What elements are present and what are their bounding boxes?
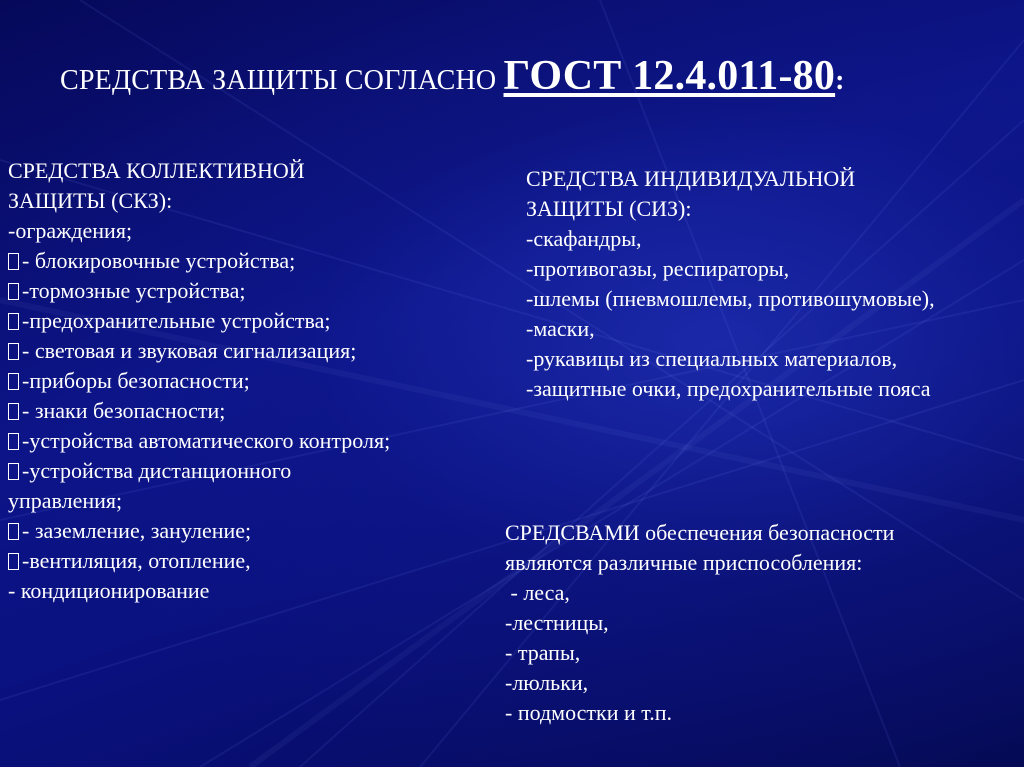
- collective-item: -устройства автоматического контроля;: [8, 426, 478, 456]
- individual-heading-line2: ЗАЩИТЫ (СИЗ):: [526, 196, 692, 221]
- gost-standard: ГОСТ 12.4.011-80: [503, 53, 836, 99]
- collective-item: -предохранительные устройства;: [8, 306, 478, 336]
- individual-item: -рукавицы из специальных материалов,: [526, 346, 898, 371]
- safety-means-item: - подмостки и т.п.: [505, 700, 672, 725]
- box-bullet-icon: [8, 343, 19, 360]
- collective-item: - заземление, зануление;: [8, 516, 478, 546]
- individual-heading-line1: СРЕДСТВА ИНДИВИДУАЛЬНОЙ: [526, 166, 856, 191]
- collective-item: - световая и звуковая сигнализация;: [8, 336, 478, 366]
- collective-heading-line1: СРЕДСТВА КОЛЛЕКТИВНОЙ: [8, 158, 305, 183]
- safety-means-list: [505, 518, 1005, 728]
- box-bullet-icon: [8, 373, 19, 390]
- safety-means-item: -люльки,: [505, 670, 589, 695]
- collective-item: - знаки безопасности;: [8, 396, 478, 426]
- individual-protection-list: [526, 164, 1016, 404]
- individual-item: -противогазы, респираторы,: [526, 256, 790, 281]
- individual-item: -скафандры,: [526, 226, 642, 251]
- safety-means-heading-line1: СРЕДСВАМИ обеспечения безопасности: [505, 520, 895, 545]
- collective-item: - кондиционирование: [8, 578, 210, 603]
- collective-protection-list: [8, 156, 478, 606]
- title-prefix: СРЕДСТВА ЗАЩИТЫ СОГЛАСНО: [60, 65, 504, 96]
- individual-item: -маски,: [526, 316, 595, 341]
- collective-item: -ограждения;: [8, 218, 133, 243]
- box-bullet-icon: [8, 433, 19, 450]
- individual-item: -шлемы (пневмошлемы, противошумовые),: [526, 286, 935, 311]
- individual-item: -защитные очки, предохранительные пояса: [526, 376, 931, 401]
- collective-item: - блокировочные устройства;: [8, 246, 478, 276]
- collective-item: -тормозные устройства;: [8, 276, 478, 306]
- safety-means-heading-line2: являются различные приспособления:: [505, 550, 863, 575]
- slide-title: [60, 52, 1000, 100]
- box-bullet-icon: [8, 523, 19, 540]
- collective-item: -вентиляция, отопление,: [8, 546, 478, 576]
- box-bullet-icon: [8, 283, 19, 300]
- collective-heading-line2: ЗАЩИТЫ (СКЗ):: [8, 188, 173, 213]
- box-bullet-icon: [8, 253, 19, 270]
- box-bullet-icon: [8, 403, 19, 420]
- collective-item: -устройства дистанционного: [8, 456, 478, 486]
- safety-means-item: - трапы,: [505, 640, 581, 665]
- collective-item: -приборы безопасности;: [8, 366, 478, 396]
- collective-item-continuation: управления;: [8, 488, 123, 513]
- box-bullet-icon: [8, 553, 19, 570]
- safety-means-item: - леса,: [505, 580, 570, 605]
- box-bullet-icon: [8, 313, 19, 330]
- title-colon: :: [835, 65, 845, 96]
- box-bullet-icon: [8, 463, 19, 480]
- safety-means-item: -лестницы,: [505, 610, 609, 635]
